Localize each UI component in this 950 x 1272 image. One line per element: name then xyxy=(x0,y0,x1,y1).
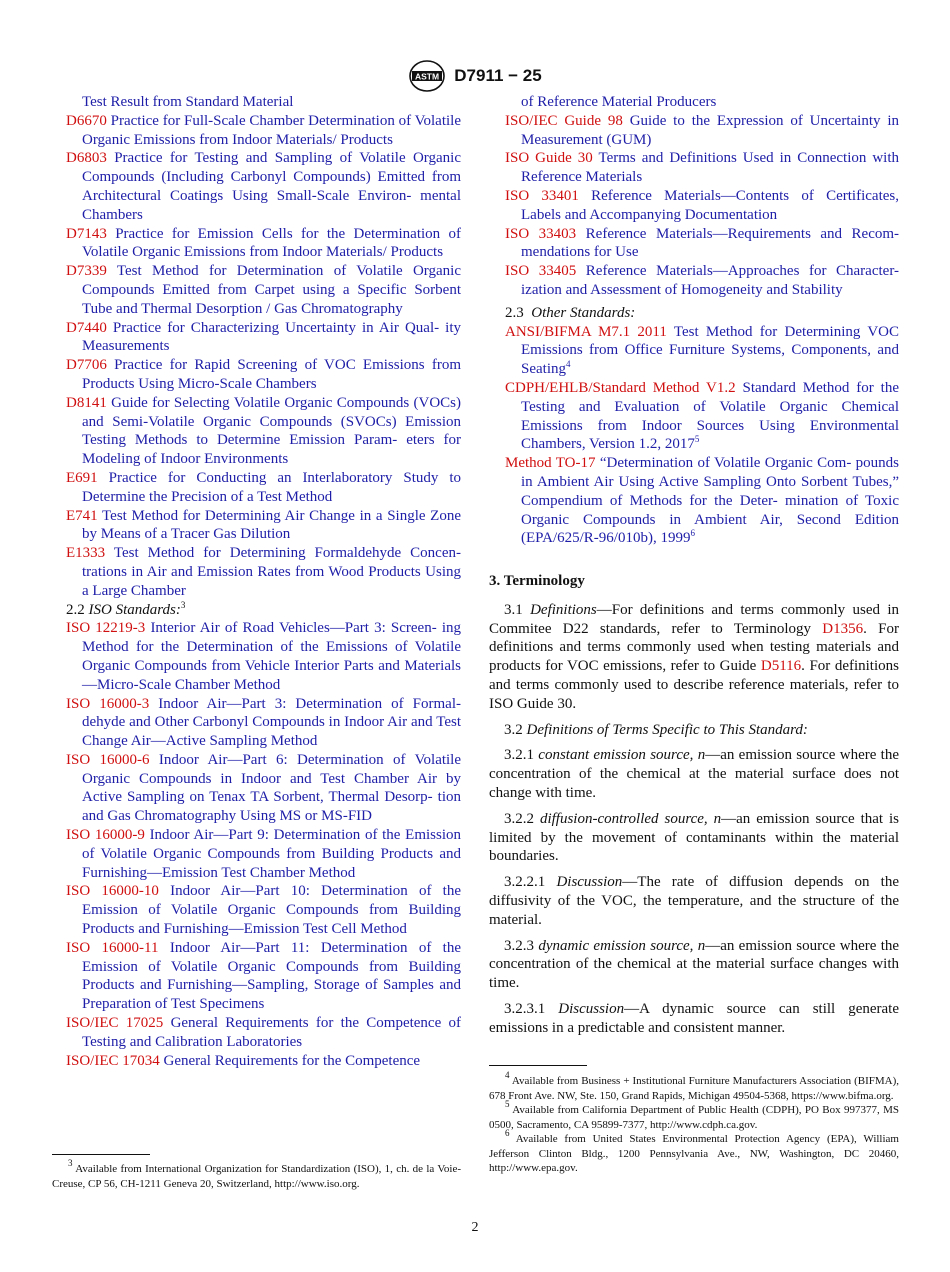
reference-code-link[interactable]: ISO 33401 xyxy=(505,187,579,204)
reference-title-link[interactable]: Reference Materials—Approaches for Character- ization and Assessment of Homogeneity and Stability xyxy=(521,263,900,298)
reference-code-link[interactable]: E691 xyxy=(66,469,98,486)
reference-entry xyxy=(66,882,461,938)
reference-entry xyxy=(66,695,461,751)
other-standards-heading: 2.3 Other Standards: xyxy=(505,304,636,321)
reference-title-link[interactable]: Practice for Characterizing Uncertainty in Air Qual- ity Measurements xyxy=(82,319,461,355)
footnote-marker: 6 xyxy=(690,528,695,539)
reference-entry xyxy=(66,1052,461,1071)
reference-title-link[interactable]: Test Method for Determination of Volatile Organic Compounds Emitted from Carpet using a Specific Sorbent Tube and Thermal Desorption / Gas Chromatography xyxy=(82,263,461,317)
astm-logo-icon xyxy=(408,60,446,92)
footnote-marker: 4 xyxy=(566,359,571,370)
footnote-rule xyxy=(52,1154,150,1155)
reference-entry xyxy=(505,262,899,300)
reference-title-link[interactable]: General Requirements for the Competence of Testing and Calibration Laboratories xyxy=(82,1015,462,1050)
page-number: 2 xyxy=(471,1220,479,1235)
reference-entry xyxy=(66,619,461,694)
reference-title-link[interactable]: Interior Air of Road Vehicles—Part 3: Screen- ing Method for the Determination of the Emissions of Volatile Organic Compounds from Vehicle Interior Parts and Materials—Micro-Scale Chamber Method xyxy=(82,620,461,693)
reference-code-link[interactable]: ISO 33405 xyxy=(505,263,577,280)
reference-title-link[interactable]: General Requirements for the Competence xyxy=(163,1052,421,1069)
reference-entry xyxy=(505,225,899,263)
footnotes-left xyxy=(52,1158,461,1191)
reference-title-link[interactable]: Terms and Definitions Used in Connection with Reference Materials xyxy=(521,150,900,186)
reference-title-link[interactable]: Practice for Full-Scale Chamber Determination of Volatile Organic Emissions from Indoor Materials/ Products xyxy=(82,112,461,148)
terminology-section xyxy=(489,572,899,1045)
page-header xyxy=(0,60,950,92)
paragraph-3-2-3: 3.2.3 dynamic emission source, n—an emission source where the concentration of the chemical at the material surface changes with time. xyxy=(489,937,900,992)
paragraph-3-2-3-1: 3.2.3.1 Discussion—A dynamic source can still generate emissions in a predictable and consistent manner. xyxy=(489,1000,900,1036)
paragraph-3-2-2: 3.2.2 diffusion-controlled source, n—an emission source that is limited by the movement of contaminants within the material boundaries. xyxy=(489,810,899,865)
footnotes-right xyxy=(489,1070,899,1176)
reference-entry xyxy=(66,469,461,507)
reference-title-link[interactable]: Indoor Air—Part 3: Determination of Formal- dehyde and Other Carbonyl Compounds in Indoor Air and Test Change Air—Active Sampling Method xyxy=(82,695,461,750)
reference-entry xyxy=(505,112,899,150)
reference-code-link[interactable]: D8141 xyxy=(66,394,107,411)
reference-list xyxy=(505,112,899,300)
reference-code-link[interactable]: ISO 16000-9 xyxy=(66,827,145,844)
reference-entry xyxy=(66,356,461,394)
reference-title-link[interactable]: Test Method for Determining VOC Emissions from Office Furniture Systems, Components, and Seating xyxy=(521,323,899,378)
reference-continuation: of Reference Material Producers xyxy=(521,94,717,110)
footnote-3: $^3$ Available from International Organization for Standardization (ISO), 1, ch. de la Voie-Creuse, CP 56, CH-1211 Geneva 20, Switzerland, http://www.iso.org. xyxy=(52,1158,461,1190)
reference-code-link[interactable]: E1333 xyxy=(66,545,106,562)
reference-code-link[interactable]: ISO/IEC Guide 98 xyxy=(505,112,623,129)
footnote-5: $^5$ Available from California Department of Public Health (CDPH), PO Box 997377, MS 0500, Sacramento, CA 95899-7377, http://www.cdph.ca.gov. xyxy=(489,1099,899,1131)
reference-code-link[interactable]: D6803 xyxy=(66,150,107,167)
reference-entry xyxy=(505,454,899,548)
reference-entry xyxy=(66,112,461,150)
reference-entry xyxy=(66,1014,461,1052)
footnote-6: $^6$ Available from United States Environmental Protection Agency (EPA), William Jefferson Clinton Bldg., 1200 Pennsylvania Ave., NW, Washington, DC 20460, http://www.epa.gov. xyxy=(489,1128,899,1174)
reference-code-link[interactable]: D7706 xyxy=(66,357,107,374)
reference-code-link[interactable]: D7440 xyxy=(66,319,107,336)
reference-title-link[interactable]: Reference Materials—Requirements and Recom- mendations for Use xyxy=(521,225,900,261)
section-heading: 3. Terminology xyxy=(489,573,585,589)
reference-continuation: Test Result from Standard Material xyxy=(82,94,294,110)
reference-title-link[interactable]: Practice for Conducting an Interlaboratory Study to Determine the Precision of a Test Method xyxy=(82,469,461,505)
reference-code-link[interactable]: ANSI/BIFMA M7.1 2011 xyxy=(505,323,667,340)
reference-title-link[interactable]: Practice for Rapid Screening of VOC Emissions from Products Using Micro-Scale Chambers xyxy=(82,357,461,392)
reference-entry xyxy=(66,319,461,357)
reference-list xyxy=(505,323,899,549)
paragraph-3-2-2-1: 3.2.2.1 Discussion—The rate of diffusion depends on the diffusivity of the VOC, the temperature, and the structure of the material. xyxy=(489,874,900,928)
reference-code-link[interactable]: CDPH/EHLB/Standard Method V1.2 xyxy=(505,379,736,396)
reference-code-link[interactable]: ISO 16000-10 xyxy=(66,883,159,900)
left-column xyxy=(66,93,461,1070)
reference-code-link[interactable]: ISO Guide 30 xyxy=(505,150,593,167)
paragraph-3-1: 3.1 Definitions—For definitions and terms commonly used in Commitee D22 standards, refer to Terminology D1356. For definitions and terms commonly used when testing materials and products for VOC emissions, refer to Guide D5116. For definitions and terms commonly used to describe reference materials, refer to ISO Guide 30. xyxy=(489,601,899,712)
reference-code-link[interactable]: ISO 16000-3 xyxy=(66,695,150,712)
reference-title-link[interactable]: Indoor Air—Part 6: Determination of Volatile Organic Compounds in Indoor and Test Chamber Air by Active Sampling on Tenax TA Sorbent, Thermal Desorp- tion and Gas Chromatography Using MS or MS-FID xyxy=(82,751,462,825)
reference-entry xyxy=(66,225,461,263)
reference-entry xyxy=(505,187,899,225)
reference-code-link[interactable]: ISO 33403 xyxy=(505,225,577,242)
paragraph-3-2: 3.2 Definitions of Terms Specific to This Standard: xyxy=(504,721,808,738)
iso-standards-heading: 2.2 ISO Standards:$^3$ xyxy=(66,599,186,618)
reference-entry xyxy=(66,826,461,882)
reference-entry xyxy=(505,149,899,187)
footnote-marker: 5 xyxy=(694,434,700,445)
reference-title-link[interactable]: Indoor Air—Part 11: Determination of the Emission of Volatile Organic Compounds from Building Products and Furnishing—Sampling, Storage of Samples and Preparation of Test Specimens xyxy=(82,939,462,1013)
reference-code-link[interactable]: ISO 12219-3 xyxy=(66,620,146,637)
reference-title-link[interactable]: Practice for Emission Cells for the Determination of Volatile Organic Emissions from Indoor Materials/ Products xyxy=(82,225,461,261)
reference-entry xyxy=(66,507,461,545)
reference-entry xyxy=(505,323,899,379)
paragraph-3-2-1: 3.2.1 constant emission source, n—an emission source where the concentration of the chemical at the material surface does not change with time. xyxy=(489,747,899,801)
reference-code-link[interactable]: ISO 16000-6 xyxy=(66,751,150,768)
reference-code-link[interactable]: Method TO-17 xyxy=(505,455,596,472)
reference-title-link[interactable]: Guide to the Expression of Uncertainty in Measurement (GUM) xyxy=(521,112,899,148)
reference-title-link[interactable]: Indoor Air—Part 10: Determination of the Emission of Volatile Organic Compounds from Building Products and Furnishing—Emission Test Cell Method xyxy=(82,883,462,938)
svg-text:ASTM: ASTM xyxy=(415,71,440,82)
reference-title-link[interactable]: “Determination of Volatile Organic Com- pounds in Ambient Air Using Active Sampling Onto Sorbent Tubes,” Compendium of Methods for the Deter- mination of Toxic Organic Compounds in Ambient Air, Second Edition (EPA/625/R-96/010b), 1999 xyxy=(521,455,900,547)
footnote-4: $^4$ Available from Business + Institutional Furniture Manufacturers Association (BIFMA), 678 Front Ave. NW, Ste. 150, Grand Rapids, Michigan 49504-5368, https://www.bifma.org. xyxy=(489,1070,899,1102)
reference-list xyxy=(66,112,461,601)
reference-entry xyxy=(505,379,899,454)
reference-list xyxy=(66,619,461,1070)
reference-title-link[interactable]: Test Method for Determining Formaldehyde Concen- trations in Air and Emission Rates from Wood Products Using a Large Chamber xyxy=(82,545,461,599)
reference-title-link[interactable]: Practice for Testing and Sampling of Volatile Organic Compounds (Including Carbonyl Compounds) Emitted from Architectural Coatings Using Small-Scale Environ- mental Chambers xyxy=(82,150,461,223)
standard-designation: D7911 − 25 xyxy=(454,66,542,85)
reference-entry xyxy=(66,149,461,224)
link-d1356[interactable]: D1356 xyxy=(822,620,864,637)
reference-entry xyxy=(66,544,461,600)
reference-code-link[interactable]: E741 xyxy=(66,507,98,524)
footnote-rule xyxy=(489,1065,587,1066)
reference-code-link[interactable]: ISO 16000-11 xyxy=(66,939,159,956)
reference-entry xyxy=(66,751,461,826)
reference-entry xyxy=(66,262,461,318)
right-column xyxy=(505,93,899,548)
reference-entry xyxy=(66,394,461,469)
reference-title-link[interactable]: Reference Materials—Contents of Certificates, Labels and Accompanying Documentation xyxy=(521,187,899,223)
footnote-marker: 3 xyxy=(180,599,186,610)
reference-code-link[interactable]: ISO/IEC 17025 xyxy=(66,1015,164,1032)
reference-code-link[interactable]: D7339 xyxy=(66,263,107,280)
reference-title-link[interactable]: Test Method for Determining Air Change in a Single Zone by Means of a Tracer Gas Dilution xyxy=(82,507,461,543)
reference-title-link[interactable]: Guide for Selecting Volatile Organic Compounds (VOCs) and Semi-Volatile Organic Compounds (SVOCs) Emission Testing Methods to Determine Emission Param- eters for Modeling of Indoor Environments xyxy=(82,394,461,468)
link-d5116[interactable]: D5116 xyxy=(760,658,802,675)
reference-title-link[interactable]: Indoor Air—Part 9: Determination of the Emission of Volatile Organic Compounds from Building Products and Furnishing—Emission Test Chamber Method xyxy=(82,827,461,881)
reference-code-link[interactable]: D6670 xyxy=(66,112,107,129)
reference-code-link[interactable]: ISO/IEC 17034 xyxy=(66,1052,160,1069)
reference-code-link[interactable]: D7143 xyxy=(66,225,107,242)
reference-title-link[interactable]: Standard Method for the Testing and Evaluation of Volatile Organic Chemical Emissions from Indoor Sources Using Environmental Chambers, Version 1.2, 2017 xyxy=(521,379,900,453)
reference-entry xyxy=(66,939,461,1014)
